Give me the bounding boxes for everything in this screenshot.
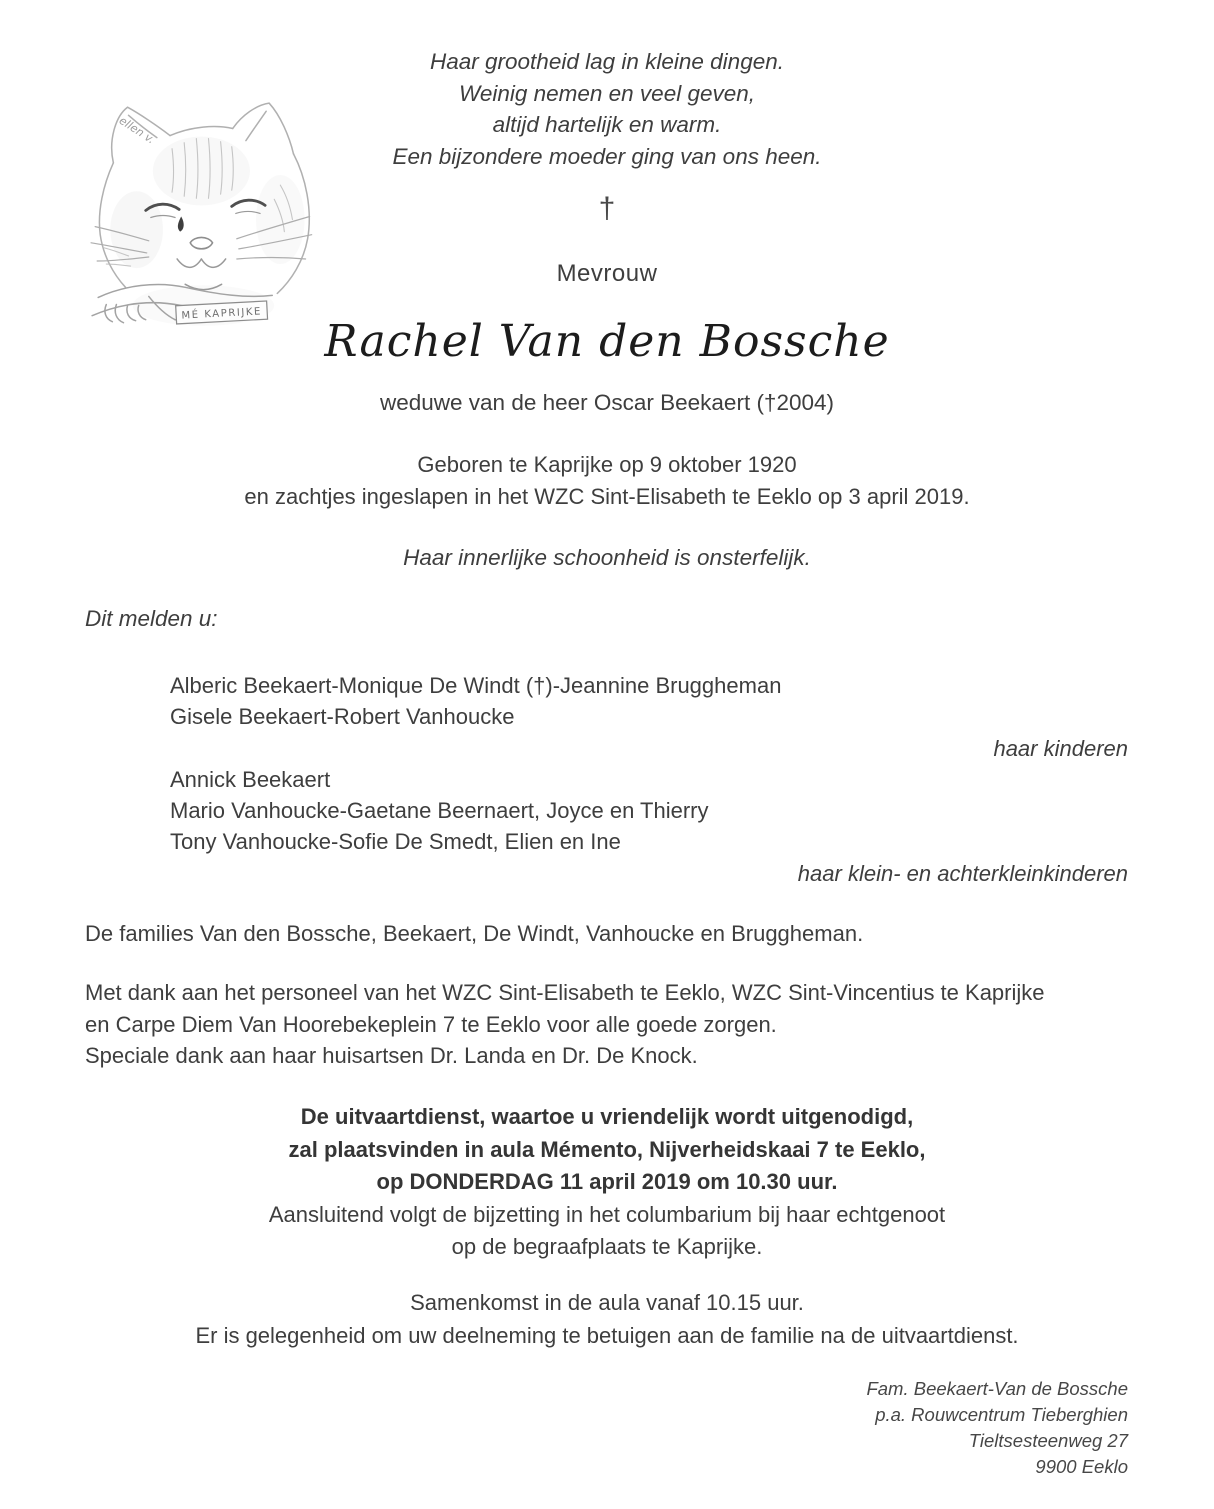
announcement-intro: Dit melden u: <box>85 606 218 631</box>
thanks-line: Met dank aan het personeel van het WZC Sint-Elisabeth te Eeklo, WZC Sint-Vincentius te Kaprijke <box>85 980 1045 1005</box>
cat-tag-text: MÉ KAPRIJKE <box>181 306 263 322</box>
widow-line: weduwe van de heer Oscar Beekaert (†2004) <box>379 390 834 415</box>
epigraph-line: Haar grootheid lag in kleine dingen. <box>430 49 784 74</box>
epigraph-line: Weinig nemen en veel geven, <box>458 80 756 106</box>
life-dates <box>0 449 1214 512</box>
gathering-paragraph <box>0 1287 1214 1352</box>
service-line: op DONDERDAG 11 april 2019 om 10.30 uur. <box>376 1169 838 1194</box>
birth-line: Geboren te Kaprijke op 9 oktober 1920 <box>417 452 797 477</box>
death-line: en zachtjes ingeslapen in het WZC Sint-Elisabeth te Eeklo op 3 april 2019. <box>244 483 970 509</box>
service-line: zal plaatsvinden in aula Mémento, Nijverheidskaai 7 te Eeklo, <box>288 1136 926 1162</box>
child-line: Alberic Beekaert-Monique De Windt (†)-Jeannine Bruggheman <box>170 673 782 698</box>
contact-line: p.a. Rouwcentrum Tieberghien <box>875 1404 1128 1425</box>
gathering-line: Er is gelegenheid om uw deelneming te betuigen aan de familie na de uitvaartdienst. <box>195 1322 1019 1348</box>
grandchildren-label: haar klein- en achterkleinkinderen <box>797 860 1128 886</box>
gathering-line: Samenkomst in de aula vanaf 10.15 uur. <box>410 1290 804 1315</box>
cat-nose <box>190 237 212 248</box>
child-line: Gisele Beekaert-Robert Vanhoucke <box>170 704 515 730</box>
salutation: Mevrouw <box>556 260 658 287</box>
contact-line: 9900 Eeklo <box>1035 1456 1128 1477</box>
thanks-paragraph <box>85 977 1045 1072</box>
epigraph-line: altijd hartelijk en warm. <box>492 112 722 137</box>
thanks-line: Speciale dank aan haar huisartsen Dr. Landa en Dr. De Knock. <box>85 1043 698 1068</box>
grandchild-line: Annick Beekaert <box>170 766 331 792</box>
memorial-cross: † <box>598 192 616 225</box>
motto-line: Haar innerlijke schoonheid is onsterfelijk. <box>403 545 811 570</box>
service-line: op de begraafplaats te Kaprijke. <box>451 1234 763 1259</box>
epigraph-line: Een bijzondere moeder ging van ons heen. <box>392 143 822 169</box>
family-listing <box>85 670 1128 889</box>
contact-line: Tieltsesteenweg 27 <box>968 1430 1128 1451</box>
service-paragraph <box>0 1101 1214 1264</box>
families-line: De families Van den Bossche, Beekaert, De Windt, Vanhoucke en Bruggheman. <box>85 921 864 946</box>
service-line: Aansluitend volgt de bijzetting in het columbarium bij haar echtgenoot <box>268 1201 946 1227</box>
contact-block <box>866 1376 1128 1480</box>
grandchild-line: Tony Vanhoucke-Sofie De Smedt, Elien en Ine <box>170 829 621 855</box>
children-label: haar kinderen <box>993 735 1128 761</box>
grandchild-line: Mario Vanhoucke-Gaetane Beernaert, Joyce en Thierry <box>170 798 709 824</box>
contact-line: Fam. Beekaert-Van de Bossche <box>866 1378 1128 1399</box>
service-line: De uitvaartdienst, waartoe u vriendelijk wordt uitgenodigd, <box>300 1104 914 1129</box>
thanks-line: en Carpe Diem Van Hoorebekeplein 7 te Eeklo voor alle goede zorgen. <box>85 1011 777 1037</box>
deceased-name: Rachel Van den Bossche <box>324 316 890 367</box>
cat-artist-signature: ellen v. <box>116 114 158 147</box>
